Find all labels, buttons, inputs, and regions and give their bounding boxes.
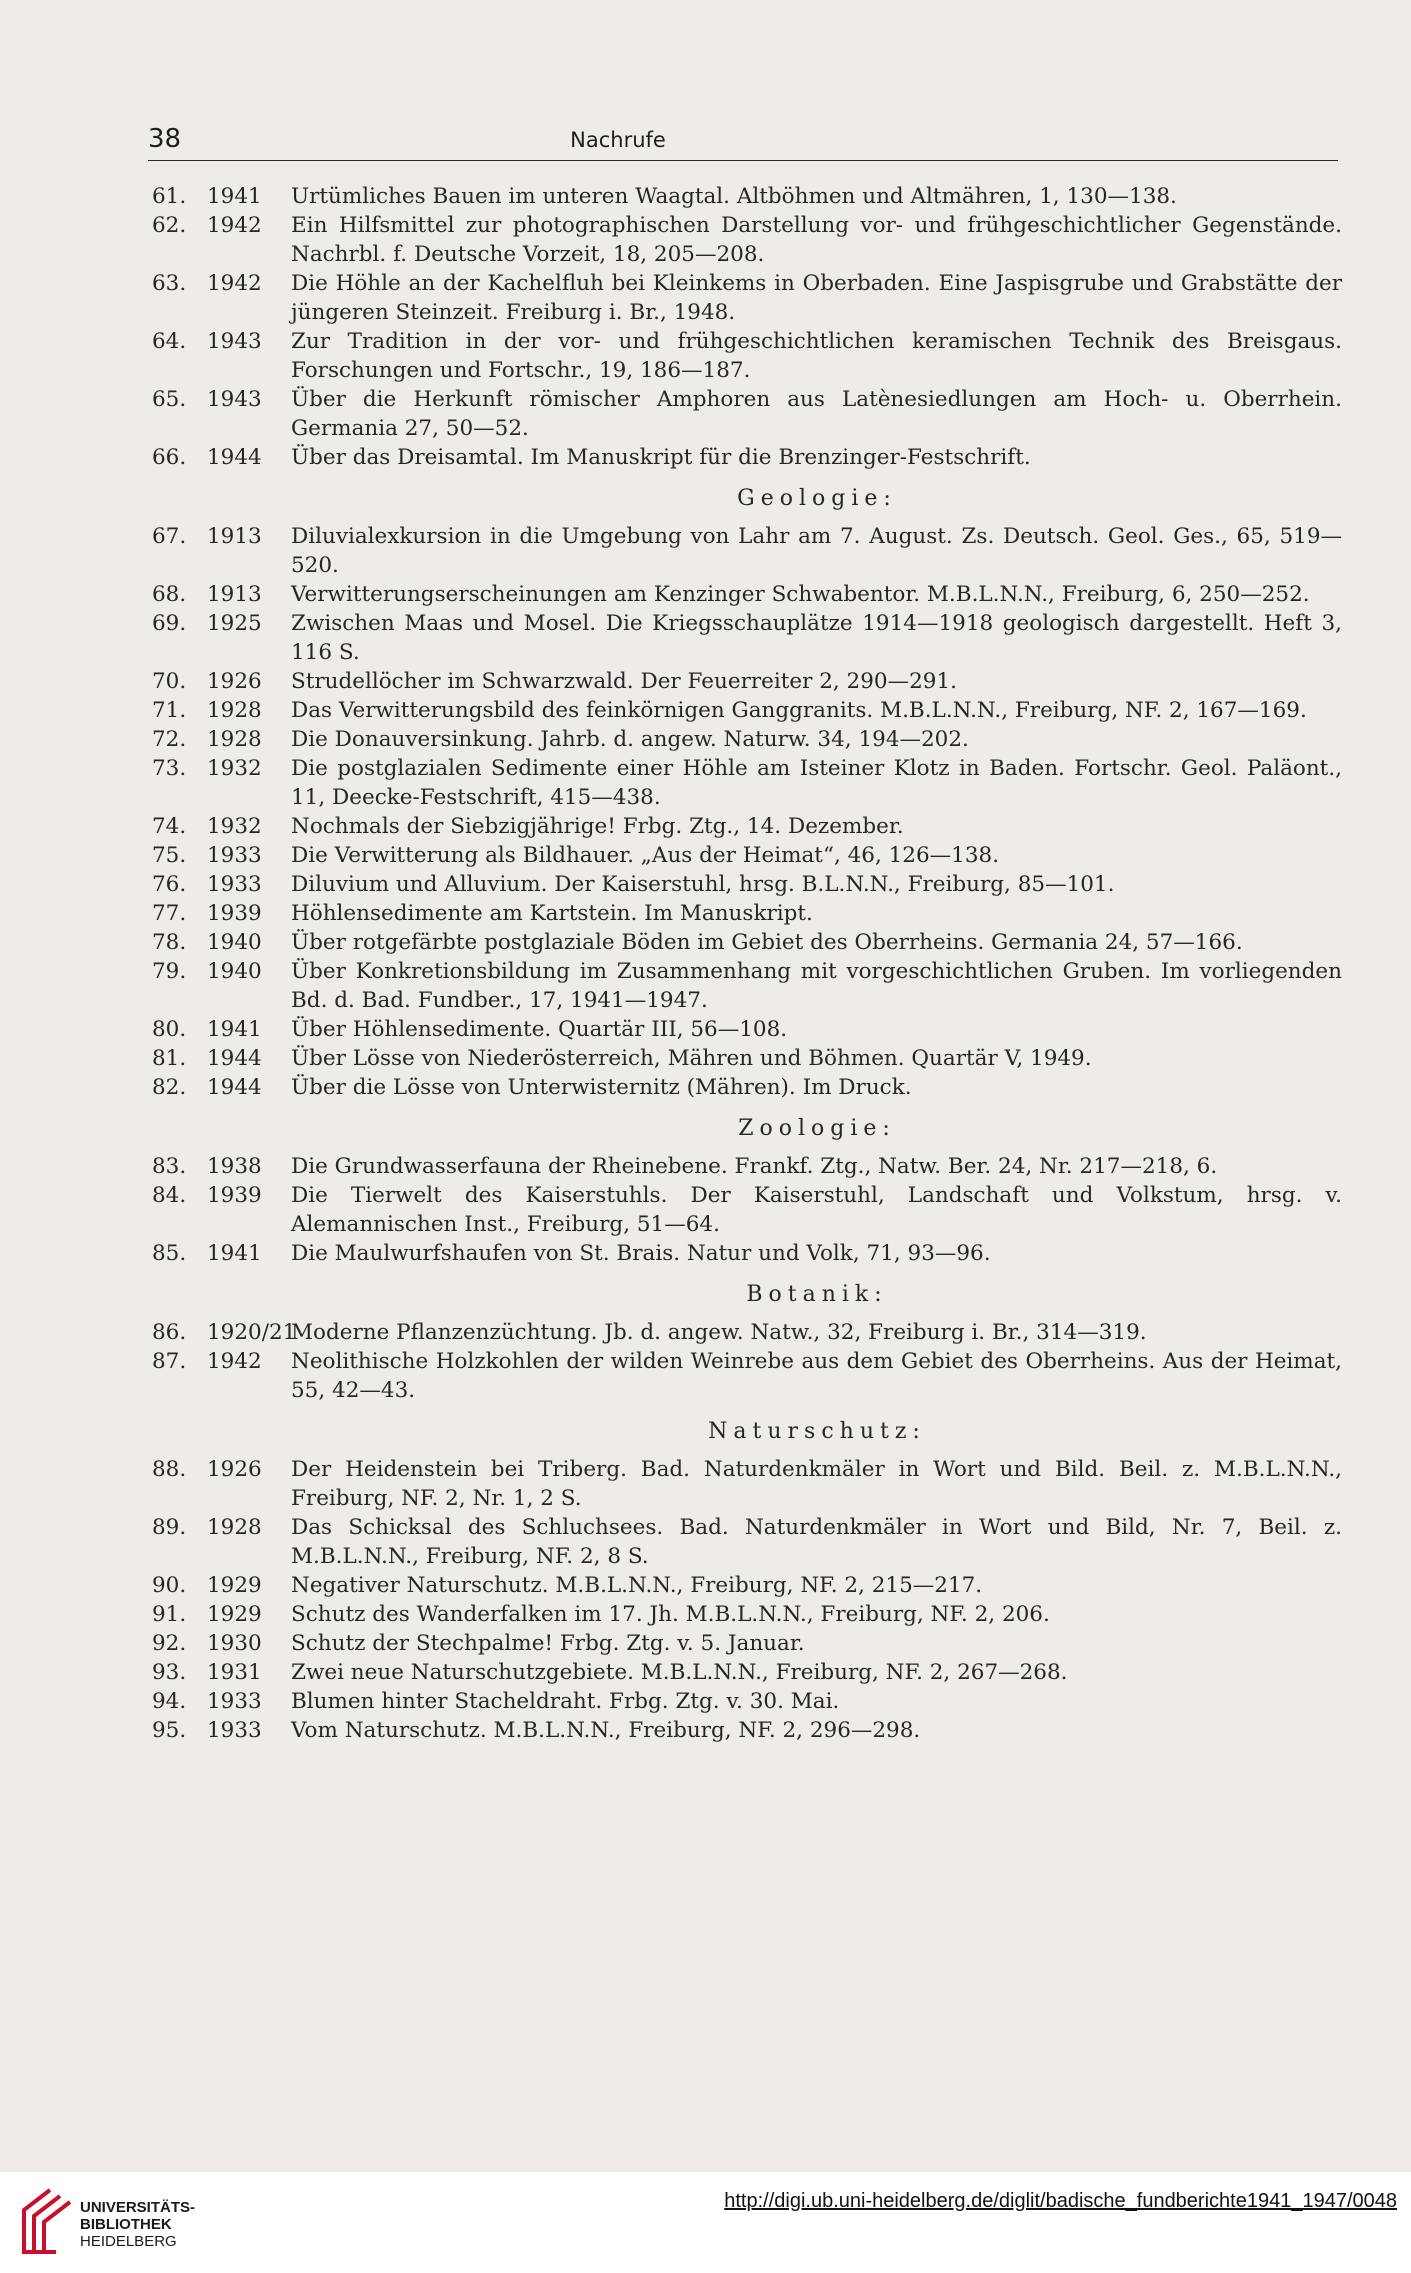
entry-text: Zwischen Maas und Mosel. Die Kriegsschauplätze 1914—1918 geologisch dargestellt. Heft 3, 116 S. (291, 611, 1342, 665)
bibliography-entry (152, 928, 1342, 957)
bibliography-entry (152, 211, 1342, 269)
entry-year: 1940 (207, 930, 262, 955)
bibliography-entry (152, 870, 1342, 899)
page-number: 38 (148, 124, 182, 154)
entry-text: Höhlensedimente am Kartstein. Im Manuskript. (291, 901, 813, 926)
entry-text: Zur Tradition in der vor- und frühgeschichtlichen keramischen Technik des Breisgaus. Forschungen und Fortschr., 19, 186—187. (291, 329, 1342, 383)
entry-text: Der Heidenstein bei Triberg. Bad. Naturdenkmäler in Wort und Bild. Beil. z. M.B.L.N.N., Freiburg, NF. 2, Nr. 1, 2 S. (291, 1457, 1342, 1511)
entry-text: Die Verwitterung als Bildhauer. „Aus der Heimat“, 46, 126—138. (291, 843, 1000, 868)
entry-text: Negativer Naturschutz. M.B.L.N.N., Freiburg, NF. 2, 215—217. (291, 1573, 983, 1598)
entry-number: 74. (152, 814, 187, 839)
entry-number: 69. (152, 611, 187, 636)
entry-number: 70. (152, 669, 187, 694)
bibliography-entry (152, 1687, 1342, 1716)
entry-number: 72. (152, 727, 187, 752)
bibliography-entry (152, 443, 1342, 472)
entry-text: Über Konkretionsbildung im Zusammenhang mit vorgeschichtlichen Gruben. Im vorliegenden Bd. d. Bad. Fundber., 17, 1941—1947. (291, 959, 1342, 1013)
library-line-1: UNIVERSITÄTS- (80, 2199, 196, 2216)
entry-text: Diluvium und Alluvium. Der Kaiserstuhl, hrsg. B.L.N.N., Freiburg, 85—101. (291, 872, 1115, 897)
entry-text: Das Verwitterungsbild des feinkörnigen Ganggranits. M.B.L.N.N., Freiburg, NF. 2, 167—169. (291, 698, 1307, 723)
entry-number: 86. (152, 1320, 187, 1345)
entry-number: 61. (152, 184, 187, 209)
entry-year: 1925 (207, 611, 262, 636)
entry-text: Strudellöcher im Schwarzwald. Der Feuerreiter 2, 290—291. (291, 669, 957, 694)
entry-text: Neolithische Holzkohlen der wilden Weinrebe aus dem Gebiet des Oberrheins. Aus der Heimat, 55, 42—43. (291, 1349, 1342, 1403)
entry-year: 1930 (207, 1631, 262, 1656)
entry-year: 1941 (207, 1017, 262, 1042)
entry-text: Ein Hilfsmittel zur photographischen Darstellung vor- und frühgeschichtlicher Gegenstände. Nachrbl. f. Deutsche Vorzeit, 18, 205—208. (291, 213, 1342, 267)
entry-text: Über die Herkunft römischer Amphoren aus Latènesiedlungen am Hoch- u. Oberrhein. Germania 27, 50—52. (291, 387, 1342, 441)
bibliography-entry (152, 1044, 1342, 1073)
library-line-2: BIBLIOTHEK (80, 2216, 172, 2233)
entry-year: 1928 (207, 1515, 262, 1540)
entry-number: 94. (152, 1689, 187, 1714)
section-heading: Naturschutz: (708, 1419, 926, 1444)
entry-text: Die Tierwelt des Kaiserstuhls. Der Kaiserstuhl, Landschaft und Volkstum, hrsg. v. Alemannischen Inst., Freiburg, 51—64. (291, 1183, 1342, 1237)
entry-number: 85. (152, 1241, 187, 1266)
entry-text: Die Grundwasserfauna der Rheinebene. Frankf. Ztg., Natw. Ber. 24, Nr. 217—218, 6. (291, 1154, 1218, 1179)
entry-number: 92. (152, 1631, 187, 1656)
bibliography-entry (152, 696, 1342, 725)
bibliography-entry (152, 812, 1342, 841)
library-name (80, 2199, 195, 2250)
entry-number: 84. (152, 1183, 187, 1208)
bibliography-entry (152, 580, 1342, 609)
bibliography-entry (152, 1318, 1342, 1347)
entry-year: 1941 (207, 184, 262, 209)
bibliography-entry (152, 1073, 1342, 1102)
entry-year: 1941 (207, 1241, 262, 1266)
bibliography-entry (152, 667, 1342, 696)
library-logo-icon (16, 2186, 74, 2256)
entry-year: 1944 (207, 445, 262, 470)
entry-year: 1926 (207, 669, 262, 694)
entry-year: 1942 (207, 1349, 262, 1374)
entry-year: 1931 (207, 1660, 262, 1685)
bibliography-entry (152, 841, 1342, 870)
bibliography-entry (152, 1152, 1342, 1181)
entry-number: 67. (152, 524, 187, 549)
bibliography-entry (152, 1513, 1342, 1571)
bibliography-entry (152, 754, 1342, 812)
entry-number: 63. (152, 271, 187, 296)
bibliography-entry (152, 1347, 1342, 1405)
source-url-link[interactable]: http://digi.ub.uni-heidelberg.de/diglit/badische_fundberichte1941_1947/0048 (724, 2190, 1397, 2212)
entry-number: 87. (152, 1349, 187, 1374)
entry-number: 78. (152, 930, 187, 955)
entry-number: 71. (152, 698, 187, 723)
entry-year: 1939 (207, 1183, 262, 1208)
bibliography-entry (152, 522, 1342, 580)
entry-number: 75. (152, 843, 187, 868)
bibliography-entry (152, 1455, 1342, 1513)
entry-text: Das Schicksal des Schluchsees. Bad. Naturdenkmäler in Wort und Bild, Nr. 7, Beil. z. M.B.L.N.N., Freiburg, NF. 2, 8 S. (291, 1515, 1342, 1569)
entry-number: 65. (152, 387, 187, 412)
entry-year: 1926 (207, 1457, 262, 1482)
entry-text: Über rotgefärbte postglaziale Böden im Gebiet des Oberrheins. Germania 24, 57—166. (291, 930, 1243, 955)
entry-year: 1933 (207, 872, 262, 897)
entry-year: 1943 (207, 387, 262, 412)
entry-text: Verwitterungserscheinungen am Kenzinger Schwabentor. M.B.L.N.N., Freiburg, 6, 250—252. (291, 582, 1310, 607)
entry-text: Die Höhle an der Kachelfluh bei Kleinkems in Oberbaden. Eine Jaspisgrube und Grabstätte der jüngeren Steinzeit. Freiburg i. Br., 1948. (291, 271, 1342, 325)
running-title: Nachrufe (570, 128, 666, 152)
entry-year: 1933 (207, 1689, 262, 1714)
entry-number: 76. (152, 872, 187, 897)
entry-number: 82. (152, 1075, 187, 1100)
entry-year: 1913 (207, 582, 262, 607)
entry-year: 1933 (207, 843, 262, 868)
entry-year: 1932 (207, 756, 262, 781)
entry-number: 64. (152, 329, 187, 354)
entry-number: 89. (152, 1515, 187, 1540)
entry-number: 91. (152, 1602, 187, 1627)
entry-text: Die postglazialen Sedimente einer Höhle am Isteiner Klotz in Baden. Fortschr. Geol. Paläont., 11, Deecke-Festschrift, 415—438. (291, 756, 1342, 810)
bibliography-entry (152, 1716, 1342, 1745)
library-line-3: HEIDELBERG (80, 2233, 177, 2250)
entry-text: Urtümliches Bauen im unteren Waagtal. Altböhmen und Altmähren, 1, 130—138. (291, 184, 1177, 209)
entry-number: 66. (152, 445, 187, 470)
entry-year: 1944 (207, 1046, 262, 1071)
entry-year: 1943 (207, 329, 262, 354)
entry-text: Vom Naturschutz. M.B.L.N.N., Freiburg, NF. 2, 296—298. (291, 1718, 921, 1743)
bibliography-entry (152, 1571, 1342, 1600)
entry-text: Blumen hinter Stacheldraht. Frbg. Ztg. v. 30. Mai. (291, 1689, 840, 1714)
bibliography-entry (152, 725, 1342, 754)
entry-year: 1944 (207, 1075, 262, 1100)
bibliography-list (152, 182, 1342, 1745)
entry-text: Nochmals der Siebzigjährige! Frbg. Ztg., 14. Dezember. (291, 814, 904, 839)
entry-year: 1913 (207, 524, 262, 549)
entry-year: 1929 (207, 1602, 262, 1627)
entry-year: 1932 (207, 814, 262, 839)
entry-year: 1940 (207, 959, 262, 984)
entry-text: Schutz des Wanderfalken im 17. Jh. M.B.L.N.N., Freiburg, NF. 2, 206. (291, 1602, 1050, 1627)
entry-text: Die Maulwurfshaufen von St. Brais. Natur und Volk, 71, 93—96. (291, 1241, 991, 1266)
entry-text: Über das Dreisamtal. Im Manuskript für die Brenzinger-Festschrift. (291, 445, 1031, 470)
section-heading: Botanik: (746, 1282, 888, 1307)
bibliography-entry (152, 269, 1342, 327)
entry-text: Zwei neue Naturschutzgebiete. M.B.L.N.N., Freiburg, NF. 2, 267—268. (291, 1660, 1068, 1685)
bibliography-entry (152, 1015, 1342, 1044)
entry-year: 1942 (207, 271, 262, 296)
entry-number: 95. (152, 1718, 187, 1743)
bibliography-entry (152, 957, 1342, 1015)
entry-number: 83. (152, 1154, 187, 1179)
entry-text: Schutz der Stechpalme! Frbg. Ztg. v. 5. Januar. (291, 1631, 805, 1656)
bibliography-entry (152, 1600, 1342, 1629)
entry-year: 1928 (207, 727, 262, 752)
entry-number: 80. (152, 1017, 187, 1042)
bibliography-entry (152, 1629, 1342, 1658)
entry-number: 93. (152, 1660, 187, 1685)
bibliography-entry (152, 1181, 1342, 1239)
entry-number: 79. (152, 959, 187, 984)
bibliography-entry (152, 899, 1342, 928)
entry-text: Diluvialexkursion in die Umgebung von Lahr am 7. August. Zs. Deutsch. Geol. Ges., 65, 519—520. (291, 524, 1342, 578)
entry-number: 77. (152, 901, 187, 926)
bibliography-entry (152, 182, 1342, 211)
entry-text: Über Höhlensedimente. Quartär III, 56—108. (291, 1017, 788, 1042)
entry-number: 73. (152, 756, 187, 781)
entry-number: 88. (152, 1457, 187, 1482)
entry-text: Über die Lösse von Unterwisternitz (Mähren). Im Druck. (291, 1075, 912, 1100)
bibliography-entry (152, 609, 1342, 667)
entry-year: 1928 (207, 698, 262, 723)
bibliography-entry (152, 385, 1342, 443)
page-header (148, 124, 1338, 161)
bibliography-entry (152, 1658, 1342, 1687)
entry-year: 1933 (207, 1718, 262, 1743)
entry-number: 90. (152, 1573, 187, 1598)
entry-text: Moderne Pflanzenzüchtung. Jb. d. angew. Natw., 32, Freiburg i. Br., 314—319. (291, 1320, 1147, 1345)
entry-text: Die Donauversinkung. Jahrb. d. angew. Naturw. 34, 194—202. (291, 727, 969, 752)
entry-year: 1942 (207, 213, 262, 238)
entry-number: 81. (152, 1046, 187, 1071)
entry-year: 1929 (207, 1573, 262, 1598)
entry-year: 1938 (207, 1154, 262, 1179)
entry-year: 1920/21 (207, 1320, 297, 1345)
bibliography-entry (152, 327, 1342, 385)
entry-text: Über Lösse von Niederösterreich, Mähren und Böhmen. Quartär V, 1949. (291, 1046, 1092, 1071)
entry-number: 68. (152, 582, 187, 607)
entry-year: 1939 (207, 901, 262, 926)
entry-number: 62. (152, 213, 187, 238)
section-heading: Geologie: (737, 486, 897, 511)
bibliography-entry (152, 1239, 1342, 1268)
footer-bar (0, 2172, 1411, 2273)
section-heading: Zoologie: (738, 1116, 896, 1141)
